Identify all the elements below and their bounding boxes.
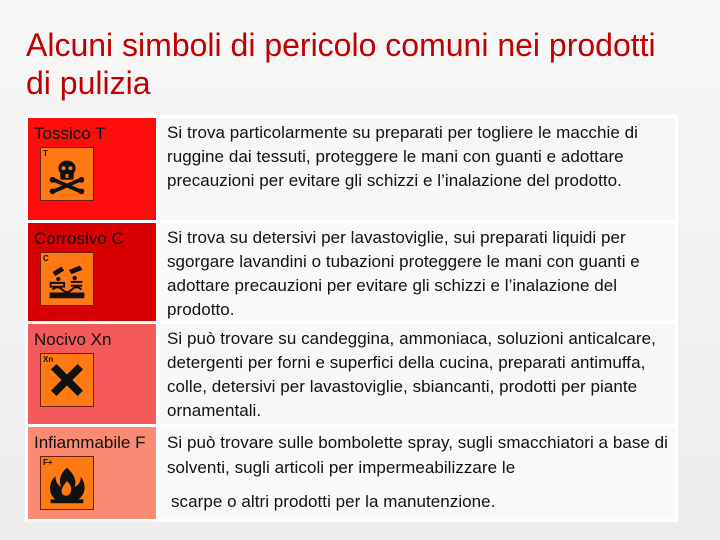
flammable-flame-icon xyxy=(40,456,94,510)
description-harmful: Si può trovare su candeggina, ammoniaca, soluzioni anticalcare, detergenti per forni e superfici della cucina, preparati antimuffa, colle, detersivi per lavastoviglie, sbiancanti, prodotti per piante ornamentali. xyxy=(167,329,656,420)
hazard-label-harmful: Nocivo Xn xyxy=(34,330,112,349)
toxic-skull-crossbones-icon xyxy=(40,147,94,201)
description-cell-corrosive xyxy=(158,222,677,323)
description-toxic: Si trova particolarmente su preparati per togliere le macchie di ruggine dai tessuti, proteggere le mani con guanti e adottare precauzioni per evitare gli schizzi e l’inalazione del prodotto. xyxy=(167,123,638,190)
description-corrosive: Si trova su detersivi per lavastoviglie, sui preparati liquidi per sgorgare lavandini o tubazioni proteggere le mani con guanti e adottare precauzioni per evitare gli schizzi e l’inalazione del prodotto. xyxy=(167,228,640,319)
hazard-label-corrosive: Corrosivo C xyxy=(34,229,124,248)
icon-code-toxic: T xyxy=(43,149,48,158)
icon-code-flammable: F+ xyxy=(43,458,53,467)
description-cell-flammable xyxy=(158,426,677,521)
corrosive-icon xyxy=(40,252,94,306)
description-cell-toxic xyxy=(158,117,677,222)
symbol-cell-corrosive xyxy=(27,222,158,323)
description-cell-harmful xyxy=(158,323,677,426)
description-flammable-main: Si può trovare sulle bombolette spray, sugli smacchiatori a base di solventi, sugli articoli per impermeabilizzare le xyxy=(167,433,669,477)
hazard-label-toxic: Tossico T xyxy=(34,124,106,143)
description-flammable xyxy=(167,430,670,514)
symbol-cell-flammable xyxy=(27,426,158,521)
table-row xyxy=(27,323,677,426)
icon-code-corrosive: C xyxy=(43,254,49,263)
hazard-symbols-table xyxy=(25,115,678,522)
table-row xyxy=(27,426,677,521)
harmful-x-icon xyxy=(40,353,94,407)
icon-code-harmful: Xn xyxy=(43,355,54,364)
symbol-cell-harmful xyxy=(27,323,158,426)
page-title: Alcuni simboli di pericolo comuni nei prodotti di pulizia xyxy=(26,27,656,101)
table-row xyxy=(27,222,677,323)
description-flammable-continued: scarpe o altri prodotti per la manutenzione. xyxy=(171,492,496,511)
hazard-label-flammable: Infiammabile F xyxy=(34,433,146,452)
table-row xyxy=(27,117,677,222)
symbol-cell-toxic xyxy=(27,117,158,222)
